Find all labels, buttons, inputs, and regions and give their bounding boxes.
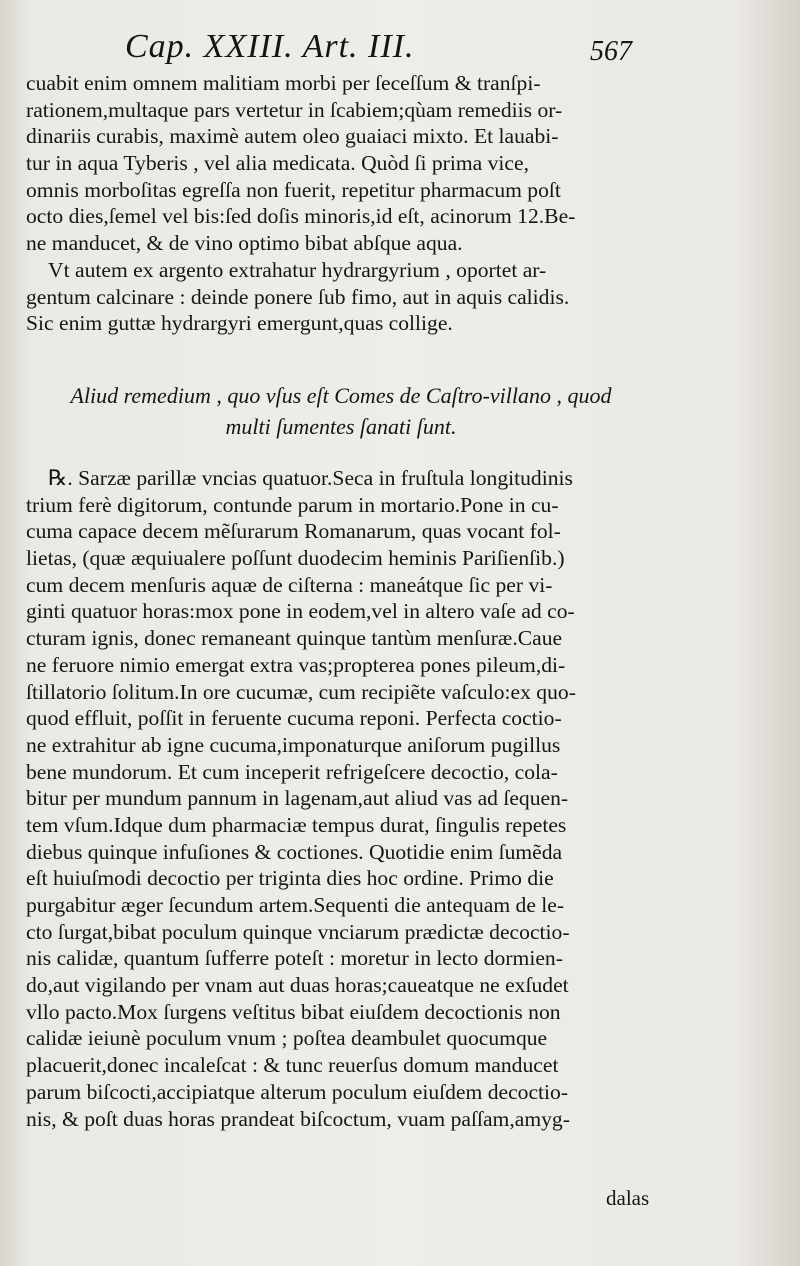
section-heading bbox=[26, 380, 656, 442]
text-line: tur in aqua Tyberis , vel alia medicata. Quòd ſi prima vice, bbox=[26, 151, 529, 176]
text-line: cto ſurgat,bibat poculum quinque vnciarum prædictæ decoctio- bbox=[26, 919, 570, 944]
text-line: ne feruore nimio emergat extra vas;propterea pones pileum,di- bbox=[26, 652, 566, 677]
text-line: octo dies,ſemel vel bis:ſed doſis minoris,id eſt, acinorum 12.Be- bbox=[26, 204, 576, 229]
text-line: Sic enim guttæ hydrargyri emergunt,quas collige. bbox=[26, 311, 453, 336]
catchword: dalas bbox=[606, 1186, 650, 1210]
text-line: ginti quatuor horas:mox pone in eodem,vel in altero vaſe ad co- bbox=[26, 599, 575, 624]
page-number: 567 bbox=[590, 36, 632, 67]
text-line: cuabit enim omnem malitiam morbi per ſeceſſum & tranſpi- bbox=[26, 71, 541, 95]
text-line: do,aut vigilando per vnam aut duas horas;caueatque ne exſudet bbox=[26, 973, 569, 998]
text-line: quod effluit, poſſit in feruente cucuma reponi. Perfecta coctio- bbox=[26, 706, 562, 731]
text-line: vllo pacto.Mox ſurgens veſtitus bibat eiuſdem decoctionis non bbox=[26, 999, 561, 1024]
text-line: placuerit,donec incaleſcat : & tunc reuerſus domum manducet bbox=[26, 1053, 559, 1078]
paragraph-block-2 bbox=[26, 465, 656, 1132]
text-line: Vt autem ex argento extrahatur hydrargyrium , oportet ar- bbox=[48, 257, 547, 282]
text-line: cturam ignis, donec remaneant quinque tantùm menſuræ.Caue bbox=[26, 626, 563, 651]
text-line: cum decem menſuris aquæ de ciſterna : maneátque ſic per vi- bbox=[26, 572, 553, 597]
text-line: rationem,multaque pars vertetur in ſcabiem;qùam remediis or- bbox=[26, 97, 563, 122]
text-line: eſt huiuſmodi decoctio per triginta dies hoc ordine. Primo die bbox=[26, 866, 554, 891]
heading-line-1: Aliud remedium , quo vſus eſt Comes de Caſtro-villano , quod bbox=[70, 383, 612, 408]
text-line: omnis morboſitas egreſſa non fuerit, repetitur pharmacum poſt bbox=[26, 177, 561, 202]
heading-line-2: multi ſumentes ſanati ſunt. bbox=[225, 414, 457, 439]
text-line: purgabitur æger ſecundum artem.Sequenti die antequam de le- bbox=[26, 893, 565, 917]
text-line: ne manducet, & de vino optimo bibat abſque aqua. bbox=[26, 231, 463, 256]
text-line: diebus quinque infuſiones & coctiones. Quotidie enim ſumẽda bbox=[26, 839, 563, 864]
running-head: Cap. XXIII. Art. III. bbox=[125, 28, 415, 65]
text-line: dinariis curabis, maximè autem oleo guaiaci mixto. Et lauabi- bbox=[26, 124, 559, 149]
text-line: nis calidæ, quantum ſufferre poteſt : moretur in lecto dormien- bbox=[26, 946, 563, 971]
text-line: lietas, (quæ æquiualere poſſunt duodecim heminis Pariſienſib.) bbox=[26, 546, 565, 571]
text-line: parum biſcocti,accipiatque alterum poculum eiuſdem decoctio- bbox=[26, 1079, 569, 1104]
text-line: bitur per mundum pannum in lagenam,aut aliud vas ad ſequen- bbox=[26, 786, 569, 811]
text-line: trium ferè digitorum, contunde parum in mortario.Pone in cu- bbox=[26, 492, 559, 517]
text-line: nis, & poſt duas horas prandeat biſcoctum, vuam paſſam,amyg- bbox=[26, 1106, 570, 1131]
text-line: tem vſum.Idque dum pharmaciæ tempus durat, ſingulis repetes bbox=[26, 812, 567, 837]
paragraph-block-1 bbox=[26, 70, 656, 337]
text-line: cuma capace decem mẽſurarum Romanarum, quas vocant fol- bbox=[26, 519, 561, 544]
text-line: calidæ ieiunè poculum vnum ; poſtea deambulet quocumque bbox=[26, 1026, 548, 1051]
text-line: gentum calcinare : deinde ponere ſub fimo, aut in aquis calidis. bbox=[26, 284, 570, 309]
text-line: bene mundorum. Et cum inceperit refrigeſcere decoctio, cola- bbox=[26, 759, 558, 784]
page-header bbox=[0, 14, 800, 70]
text-line: ſtillatorio ſolitum.In ore cucumæ, cum recipiẽte vaſculo:ex quo- bbox=[26, 679, 576, 704]
text-line: ne extrahitur ab igne cucuma,imponaturque aniſorum pugillus bbox=[26, 732, 561, 757]
text-line: ℞. Sarzæ parillæ vncias quatuor.Seca in fruſtula longitudinis bbox=[48, 466, 573, 490]
